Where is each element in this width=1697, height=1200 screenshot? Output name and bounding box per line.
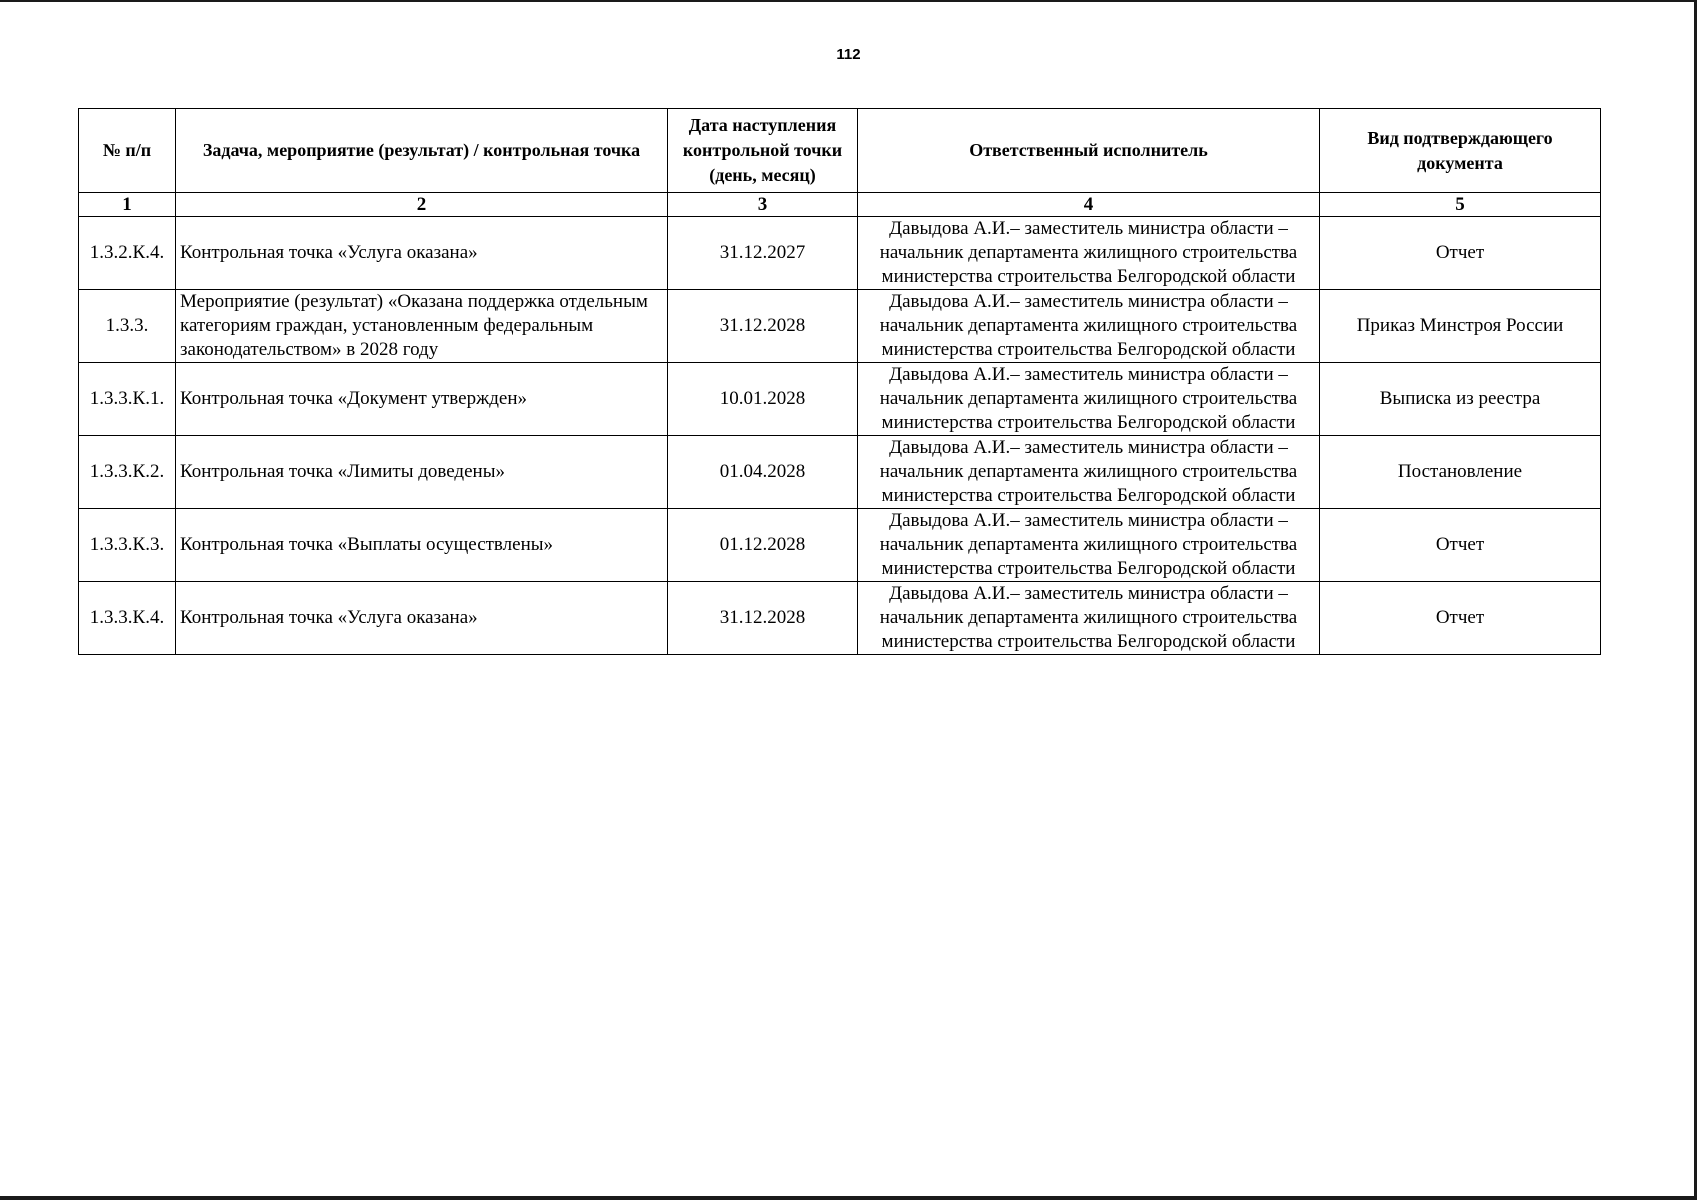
row-date: 31.12.2028	[668, 290, 858, 363]
header-date: Дата наступления контрольной точки (день, месяц)	[668, 109, 858, 193]
column-number: 5	[1320, 193, 1601, 217]
row-executor: Давыдова А.И.– заместитель министра области – начальник департамента жилищного строительства министерства строительства Белгородской области	[858, 217, 1320, 290]
control-points-table	[78, 108, 1601, 655]
row-document: Отчет	[1320, 509, 1601, 582]
row-document: Приказ Минстроя России	[1320, 290, 1601, 363]
row-number: 1.3.3.	[79, 290, 176, 363]
table-row	[79, 217, 1601, 290]
row-task: Мероприятие (результат) «Оказана поддержка отдельным категориям граждан, установленным федеральным законодательством» в 2028 году	[176, 290, 668, 363]
table-row	[79, 436, 1601, 509]
row-number: 1.3.3.К.4.	[79, 582, 176, 655]
row-task: Контрольная точка «Услуга оказана»	[176, 217, 668, 290]
page-number: 112	[836, 46, 861, 63]
column-number: 3	[668, 193, 858, 217]
row-document: Постановление	[1320, 436, 1601, 509]
table-body	[79, 217, 1601, 655]
row-document: Отчет	[1320, 582, 1601, 655]
row-number: 1.3.3.К.1.	[79, 363, 176, 436]
row-document: Отчет	[1320, 217, 1601, 290]
row-task: Контрольная точка «Выплаты осуществлены»	[176, 509, 668, 582]
row-date: 31.12.2028	[668, 582, 858, 655]
row-executor: Давыдова А.И.– заместитель министра области – начальник департамента жилищного строительства министерства строительства Белгородской области	[858, 363, 1320, 436]
row-task: Контрольная точка «Документ утвержден»	[176, 363, 668, 436]
column-number: 1	[79, 193, 176, 217]
row-number: 1.3.3.К.2.	[79, 436, 176, 509]
row-executor: Давыдова А.И.– заместитель министра области – начальник департамента жилищного строительства министерства строительства Белгородской области	[858, 509, 1320, 582]
table-header	[79, 109, 1601, 217]
row-number: 1.3.2.К.4.	[79, 217, 176, 290]
row-task: Контрольная точка «Услуга оказана»	[176, 582, 668, 655]
table-row	[79, 582, 1601, 655]
row-date: 10.01.2028	[668, 363, 858, 436]
header-task: Задача, мероприятие (результат) / контрольная точка	[176, 109, 668, 193]
row-date: 01.12.2028	[668, 509, 858, 582]
row-number: 1.3.3.К.3.	[79, 509, 176, 582]
column-number-row	[79, 193, 1601, 217]
header-num: № п/п	[79, 109, 176, 193]
row-date: 01.04.2028	[668, 436, 858, 509]
row-task: Контрольная точка «Лимиты доведены»	[176, 436, 668, 509]
scan-edge-top	[0, 0, 1697, 2]
table-row	[79, 509, 1601, 582]
header-row	[79, 109, 1601, 193]
scan-edge-bottom	[0, 1196, 1697, 1200]
header-document: Вид подтверждающего документа	[1320, 109, 1601, 193]
table-row	[79, 290, 1601, 363]
row-executor: Давыдова А.И.– заместитель министра области – начальник департамента жилищного строительства министерства строительства Белгородской области	[858, 436, 1320, 509]
header-executor: Ответственный исполнитель	[858, 109, 1320, 193]
column-number: 2	[176, 193, 668, 217]
column-number: 4	[858, 193, 1320, 217]
row-executor: Давыдова А.И.– заместитель министра области – начальник департамента жилищного строительства министерства строительства Белгородской области	[858, 582, 1320, 655]
row-date: 31.12.2027	[668, 217, 858, 290]
table-row	[79, 363, 1601, 436]
row-document: Выписка из реестра	[1320, 363, 1601, 436]
row-executor: Давыдова А.И.– заместитель министра области – начальник департамента жилищного строительства министерства строительства Белгородской области	[858, 290, 1320, 363]
